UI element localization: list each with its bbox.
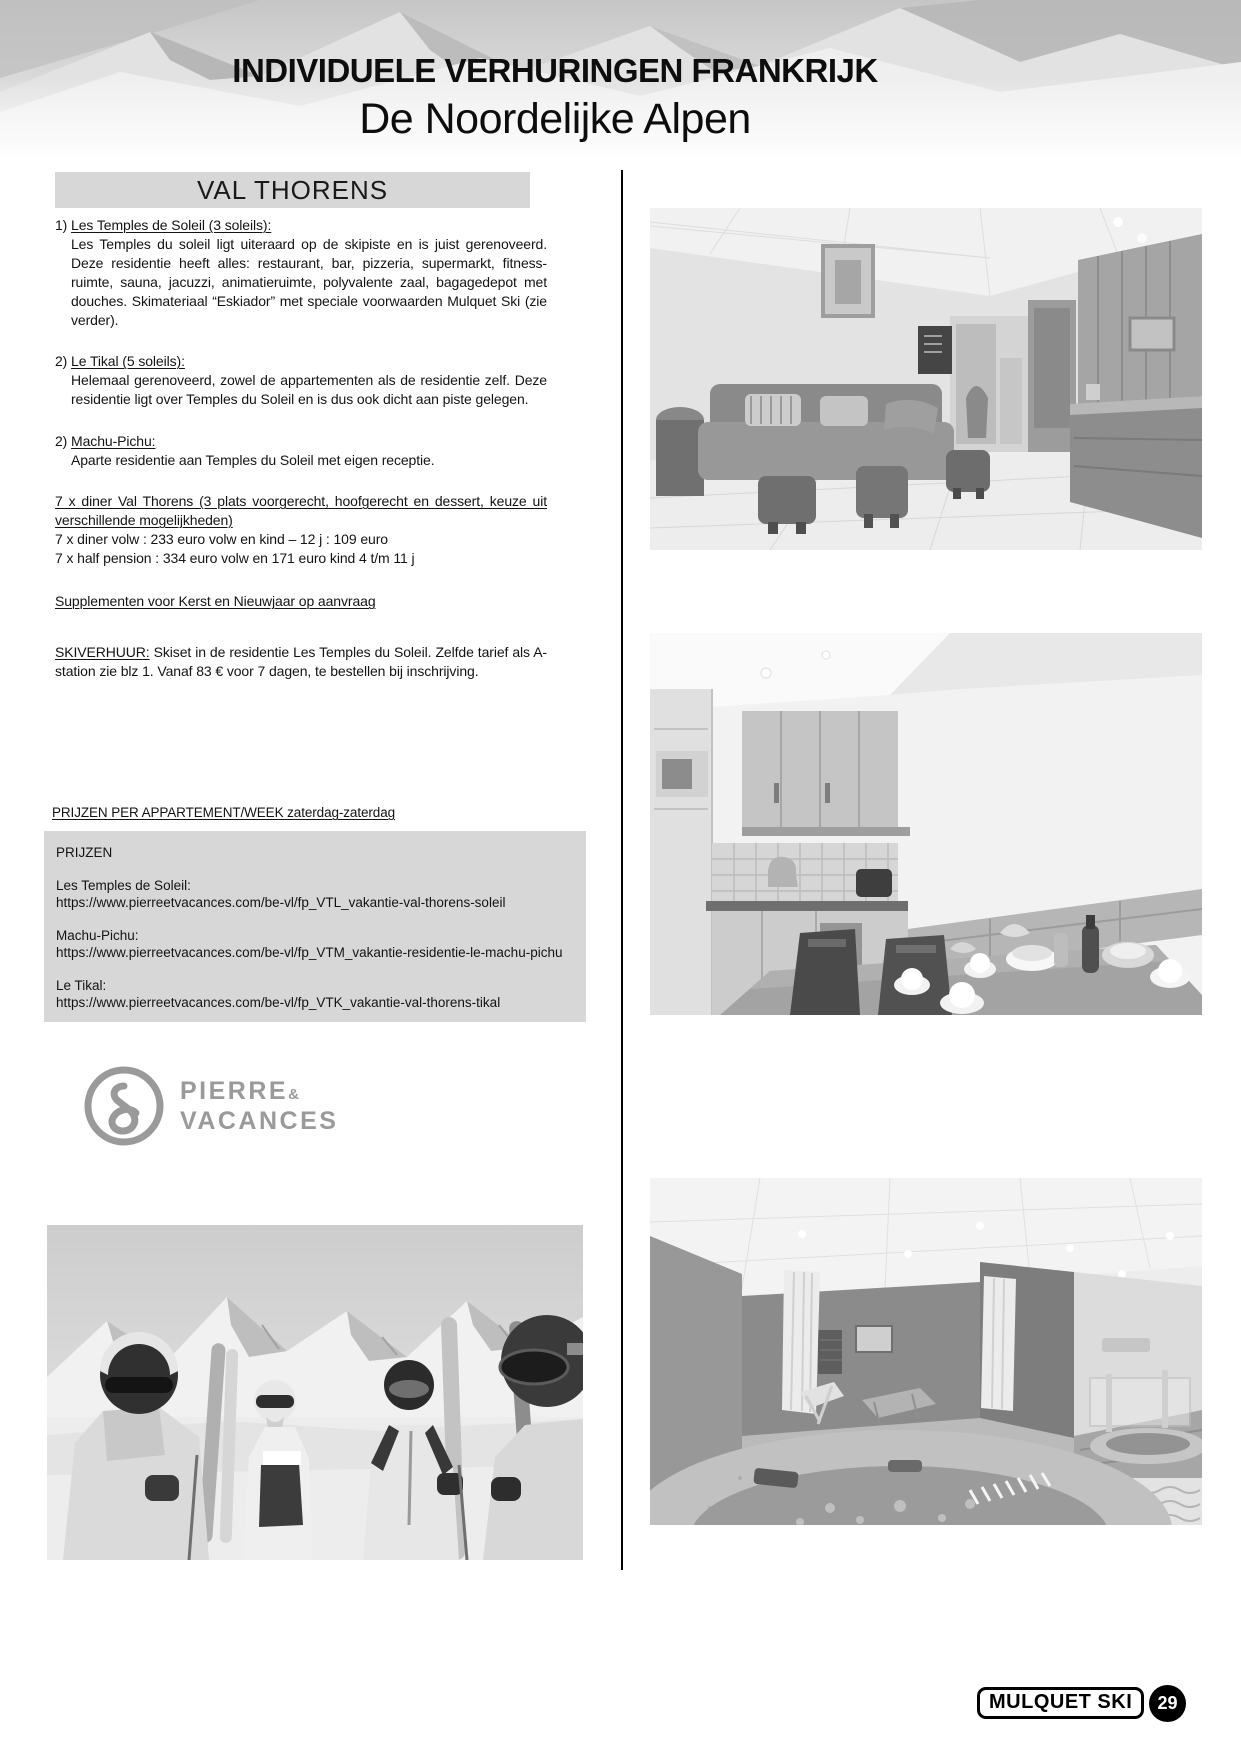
page-number: 29 [1157, 1693, 1178, 1713]
supplements-note [55, 592, 547, 611]
photo-kitchen-dining [650, 633, 1202, 1015]
price-entry-label: Les Temples de Soleil: [56, 878, 191, 893]
skiverhuur-label: SKIVERHUUR: [55, 644, 150, 660]
listing-number: 2) [55, 353, 68, 369]
mulquet-ski-logo [977, 1687, 1144, 1719]
price-entry-url: https://www.pierreetvacances.com/be-vl/fp_VTK_vakantie-val-thorens-tikal [56, 995, 501, 1010]
mulquet-ski-label: MULQUET SKI [989, 1691, 1133, 1713]
price-entry-label: Machu-Pichu: [56, 928, 139, 943]
listing-heading [55, 432, 547, 451]
photo-reception-lobby [650, 208, 1202, 550]
logo-word-pierre: PIERRE [180, 1077, 289, 1105]
skiverhuur-block [55, 643, 547, 681]
price-entry-label: Le Tikal: [56, 978, 107, 993]
page-number-badge [1149, 1685, 1186, 1722]
photo-skiers-group [47, 1225, 583, 1560]
price-entry-temples [56, 877, 574, 911]
listing-temples-de-soleil [55, 216, 547, 330]
listing-body: Les Temples du soleil ligt uiteraard op de skipiste en is juist gerenoveerd. Deze residentie heeft alles: restaurant, bar, pizzeria, supermarkt, fitness-ruimte, sauna, jacuzzi, animatieruimte, polyvalente zaal, bagagedepot met douches. Skimateriaal “Eskiador” met speciale voorwaarden Mulquet Ski (zie verder). [71, 236, 547, 328]
listing-number: 1) [55, 217, 68, 233]
page-header [0, 0, 1241, 156]
pierre-vacances-logo [80, 1060, 339, 1152]
diner-price-line: 7 x diner volw : 233 euro volw en kind – 12 j : 109 euro [55, 531, 388, 547]
page-subtitle: De Noordelijke Alpen [359, 95, 751, 143]
listing-heading [55, 216, 547, 235]
price-entry-url: https://www.pierreetvacances.com/be-vl/fp_VTM_vakantie-residentie-le-machu-pichu [56, 945, 563, 960]
price-entry-machu-pichu [56, 927, 574, 961]
listing-le-tikal [55, 352, 547, 409]
section-title-bar [55, 172, 530, 208]
listing-heading [55, 352, 547, 371]
diner-block [55, 492, 547, 568]
listing-body: Aparte residentie aan Temples du Soleil met eigen receptie. [71, 452, 435, 468]
pierre-vacances-monogram-icon [80, 1062, 168, 1150]
diner-heading: 7 x diner Val Thorens (3 plats voorgerecht, hoofgerecht en dessert, keuze uit verschillende mogelijkheden) [55, 493, 547, 528]
listing-title: Machu-Pichu: [71, 433, 156, 449]
column-divider [621, 170, 623, 1570]
listing-number: 2) [55, 433, 68, 449]
prices-heading: PRIJZEN PER APPARTEMENT/WEEK zaterdag-zaterdag [52, 805, 396, 820]
supplements-text: Supplementen voor Kerst en Nieuwjaar op aanvraag [55, 593, 376, 609]
listing-body: Helemaal gerenoveerd, zowel de appartementen als de residentie zelf. Deze residentie ligt over Temples du Soleil en is dus ook dicht aan piste gelegen. [71, 372, 547, 407]
logo-ampersand: & [288, 1086, 299, 1103]
listing-title: Le Tikal (5 soleils): [71, 353, 185, 369]
section-title: VAL THORENS [196, 175, 389, 205]
price-entry-le-tikal [56, 977, 574, 1011]
diner-price-line: 7 x half pension : 334 euro volw en 171 euro kind 4 t/m 11 j [55, 550, 415, 566]
prices-box [44, 831, 586, 1022]
prices-box-title: PRIJZEN [56, 845, 113, 860]
page-title: INDIVIDUELE VERHURINGEN FRANKRIJK [232, 52, 878, 89]
skiverhuur-body: Skiset in de residentie Les Temples du Soleil. Zelfde tarief als A-station zie blz 1. Vanaf 83 € voor 7 dagen, te bestellen bij inschrijving. [55, 644, 547, 679]
pierre-vacances-wordmark [180, 1078, 338, 1134]
listing-title: Les Temples de Soleil (3 soleils): [71, 217, 272, 233]
logo-word-vacances: VACANCES [180, 1107, 339, 1135]
price-entry-url: https://www.pierreetvacances.com/be-vl/fp_VTL_vakantie-val-thorens-soleil [56, 895, 506, 910]
photo-spa-jacuzzi [650, 1178, 1202, 1525]
listing-machu-pichu [55, 432, 547, 470]
